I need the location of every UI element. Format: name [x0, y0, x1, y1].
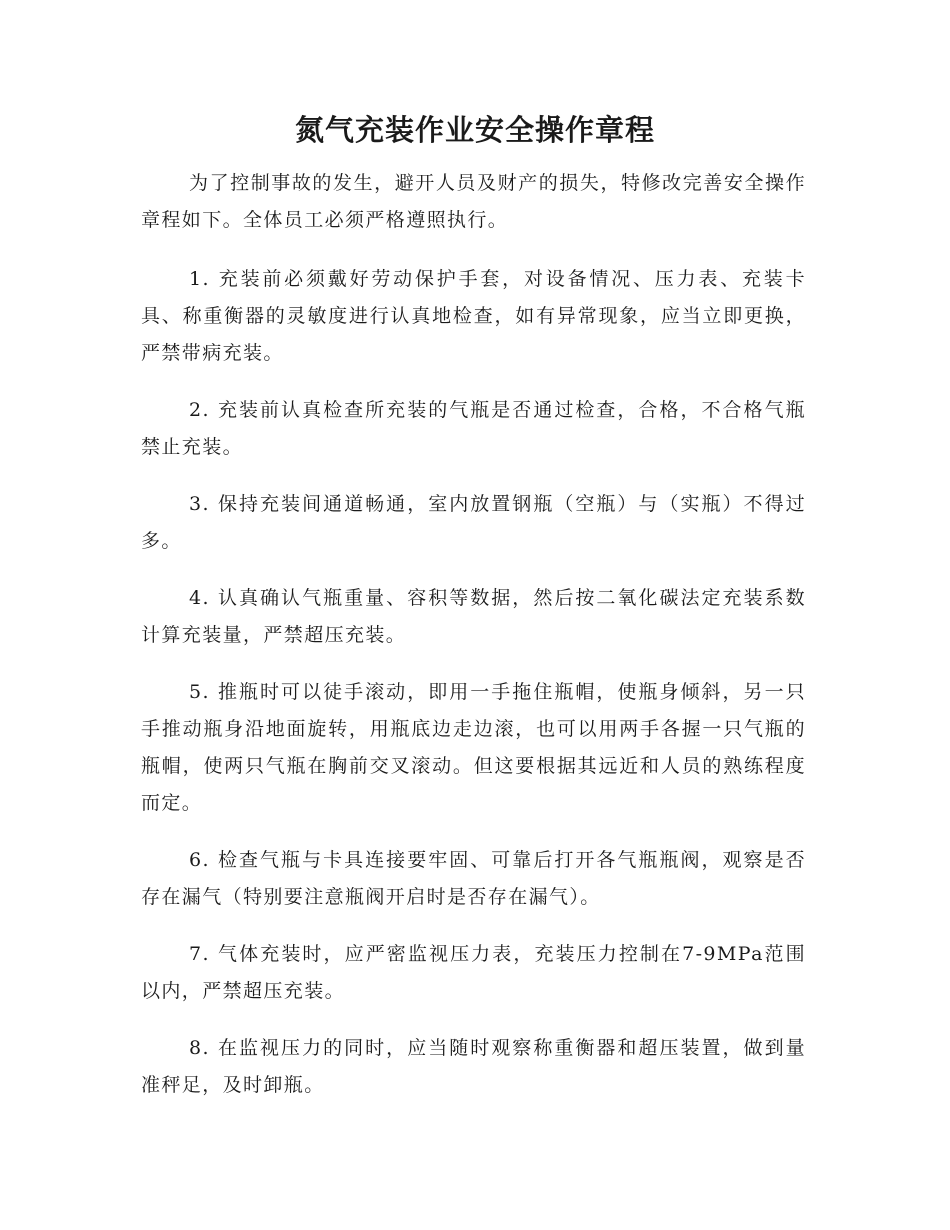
intro-paragraph: 为了控制事故的发生，避开人员及财产的损失，特修改完善安全操作章程如下。全体员工必须严格遵照执行。 — [141, 172, 806, 231]
rule-item-3: 3. 保持充装间通道畅通，室内放置钢瓶（空瓶）与（实瓶）不得过多。 — [141, 493, 806, 552]
rule-item-4: 4. 认真确认气瓶重量、容积等数据，然后按二氧化碳法定充装系数计算充装量，严禁超压充装。 — [141, 587, 806, 646]
rule-item-1: 1. 充装前必须戴好劳动保护手套，对设备情况、压力表、充装卡具、称重衡器的灵敏度进行认真地检查，如有异常现象，应当立即更换，严禁带病充装。 — [141, 268, 806, 364]
rule-item-7: 7. 气体充装时，应严密监视压力表，充装压力控制在7-9MPa范围以内，严禁超压充装。 — [141, 943, 806, 1002]
rule-item-8: 8. 在监视压力的同时，应当随时观察称重衡器和超压装置，做到量准秤足，及时卸瓶。 — [141, 1037, 806, 1096]
rule-item-2: 2. 充装前认真检查所充装的气瓶是否通过检查，合格，不合格气瓶禁止充装。 — [141, 399, 806, 458]
rule-item-5: 5. 推瓶时可以徒手滚动，即用一手拖住瓶帽，使瓶身倾斜，另一只手推动瓶身沿地面旋转，用瓶底边走边滚，也可以用两手各握一只气瓶的瓶帽，使两只气瓶在胸前交叉滚动。但这要根据其远近和人员的熟练程度而定。 — [141, 681, 806, 814]
document-title: 氮气充装作业安全操作章程 — [294, 113, 655, 147]
rule-item-6: 6. 检查气瓶与卡具连接要牢固、可靠后打开各气瓶瓶阀，观察是否存在漏气（特别要注意瓶阀开启时是否存在漏气）。 — [141, 849, 806, 908]
document-body — [141, 165, 806, 1124]
